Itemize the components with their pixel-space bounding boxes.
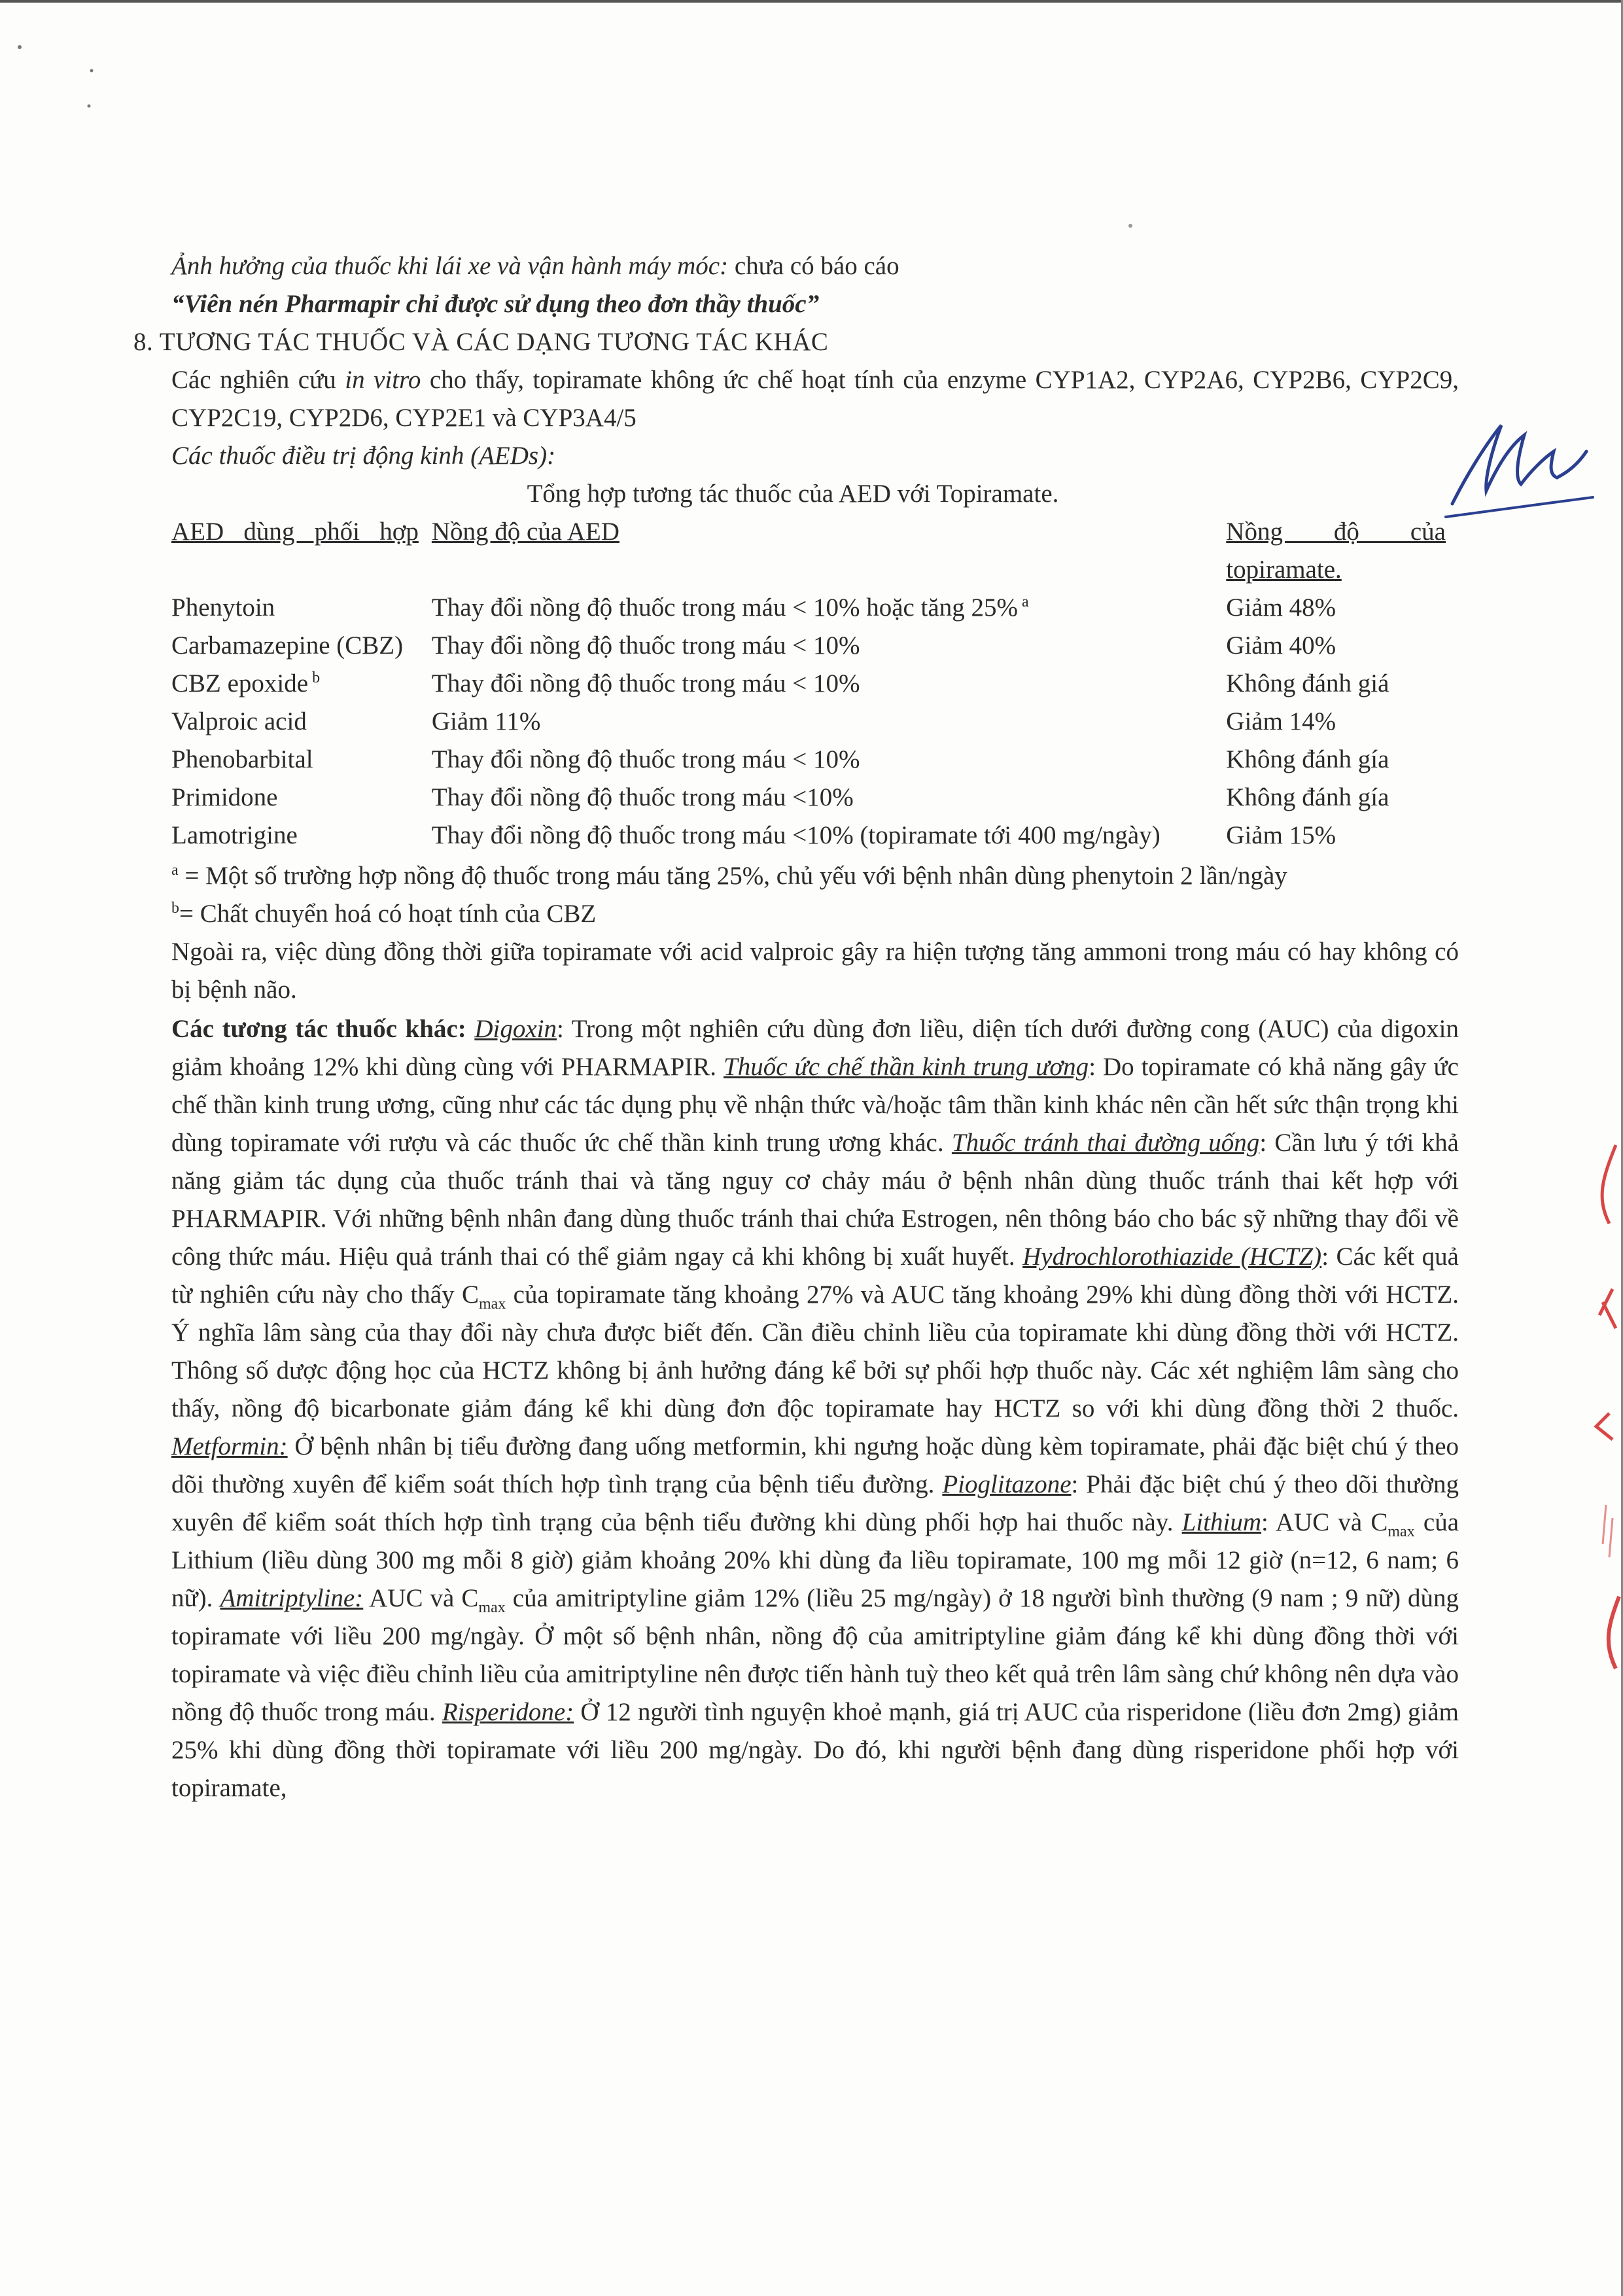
table-row	[171, 779, 1446, 817]
cell-aed-concentration	[432, 703, 1226, 741]
metformin-heading: Metformin:	[171, 1432, 288, 1460]
hctz-heading: Hydrochlorothiazide (HCTZ)	[1022, 1243, 1322, 1271]
table-caption: Tổng hợp tương tác thuốc của AED với Topiramate.	[527, 480, 1059, 508]
aed-name: CBZ epoxide	[171, 669, 309, 698]
invitro-emphasis: in vitro	[345, 366, 421, 394]
lithium-cmax-sub: max	[1387, 1523, 1415, 1540]
footnote-a-text: = Một số trường hợp nồng độ thuốc trong máu tăng 25%, chủ yếu với bệnh nhân dùng phenytoin 2 lần/ngày	[178, 862, 1287, 890]
conc-text: Thay đổi nồng độ thuốc trong máu < 10%	[431, 745, 860, 773]
stamp-mark	[1583, 1139, 1622, 1675]
table-row	[171, 817, 1446, 855]
prescription-note: “Viên nén Pharmapir chỉ được sử dụng theo đơn thầy thuốc”	[171, 290, 820, 318]
hctz-cmax-sub: max	[479, 1295, 506, 1313]
section-number: 8.	[133, 328, 154, 356]
aed-name: Carbamazepine (CBZ)	[171, 631, 404, 660]
signature-mark	[1439, 406, 1596, 523]
amitriptyline-text-b: của amitriptyline giảm 12% (liều 25 mg/ngày) ở 18 người bình thường (9 nam ; 9 nữ) dùng topiramate với liều 200 mg/ngày. Ở một số bệnh nhân, nồng độ của amitriptyline giảm đáng kể khi dùng đồng thời với topiramate và việc điều chỉnh liều của amitriptyline nên được tiến hành tuỳ theo kết quả trên lâm sàng chứ không nên dựa vào nồng độ thuốc trong máu.	[171, 1584, 1459, 1726]
amitriptyline-heading: Amitriptyline:	[220, 1584, 364, 1612]
cell-aed	[171, 779, 432, 817]
cell-topiramate: Không đánh gía	[1226, 745, 1389, 773]
pioglitazone-text: : Phải đặc biệt chú ý theo dõi thường xuyên để kiểm soát thích hợp tình trạng của bệnh tiểu đường khi dùng phối hợp hai thuốc này.	[171, 1470, 1459, 1536]
hctz-text-b: của topiramate tăng khoảng 27% và AUC tăng khoảng 29% khi dùng đồng thời với HCTZ. Ý nghĩa lâm sàng của thay đổi này chưa được biết đến. Cần điều chỉnh liều của topiramate khi dùng đồng thời với HCTZ. Thông số dược động học của HCTZ không bị ảnh hưởng đáng kể bởi sự phối hợp thuốc này. Các xét nghiệm lâm sàng cho thấy, nồng độ bicarbonate giảm đáng kể khi dùng đơn độc topiramate hay HCTZ so với khi dùng đồng thời 2 thuốc.	[171, 1280, 1459, 1422]
conc-text: Thay đổi nồng độ thuốc trong máu <10%	[431, 783, 854, 811]
driving-effect-label: Ảnh hưởng của thuốc khi lái xe và vận hành máy móc:	[171, 252, 729, 280]
footnote-b-marker: b	[171, 900, 179, 917]
cell-aed-concentration	[432, 817, 1226, 855]
conc-text: Thay đổi nồng độ thuốc trong máu < 10%	[431, 669, 860, 698]
cell-aed-concentration	[432, 589, 1226, 627]
table-row	[171, 703, 1446, 741]
conc-sup: a	[1017, 593, 1029, 610]
cell-topiramate: Giảm 48%	[1226, 593, 1336, 622]
driving-effect-line	[171, 247, 1459, 285]
hctz-text-a: : Các kết quả từ nghiên cứu này cho thấy C	[171, 1243, 1459, 1309]
cell-aed	[171, 627, 432, 665]
cell-aed-concentration	[432, 779, 1226, 817]
table-row	[171, 589, 1446, 627]
pioglitazone-heading: Pioglitazone	[942, 1470, 1072, 1498]
aed-name: Valproic acid	[171, 707, 307, 735]
lithium-heading: Lithium	[1181, 1508, 1262, 1536]
cns-text: : Do topiramate có khả năng gây ức chế thần kinh trung ương, cũng như các tác dụng phụ về nhận thức và/hoặc tâm thần kinh khác nên cần hết sức thận trọng khi dùng topiramate với rượu và các thuốc ức chế thần kinh trung ương khác.	[171, 1053, 1459, 1157]
footnote-a	[171, 857, 1459, 895]
table-row	[171, 741, 1446, 779]
invitro-text-b: cho thấy, topiramate không ức chế hoạt tính của enzyme CYP1A2, CYP2A6, CYP2B6, CYP2C9, CYP2C19, CYP2D6, CYP2E1 và CYP3A4/5	[171, 366, 1459, 432]
risperidone-text: Ở 12 người tình nguyện khoẻ mạnh, giá trị AUC của risperidone (liều đơn 2mg) giảm 25% khi dùng đồng thời topiramate với liều 200 mg/ngày. Do đó, khi người bệnh đang dùng risperidone phối hợp với topiramate,	[171, 1698, 1459, 1802]
aed-subheading: Các thuốc điều trị động kinh (AEDs):	[171, 442, 556, 470]
oral-contraceptive-heading: Thuốc tránh thai đường uống	[951, 1129, 1260, 1157]
invitro-text-a: Các nghiên cứu	[171, 366, 345, 394]
header-aed: AED dùng phối hợp	[171, 518, 419, 546]
cell-aed	[171, 817, 432, 855]
amitriptyline-cmax-sub: max	[478, 1598, 506, 1616]
aed-sup: b	[308, 669, 321, 686]
table-row	[171, 665, 1446, 703]
invitro-paragraph	[171, 361, 1459, 437]
aed-name: Phenobarbital	[171, 745, 313, 773]
lithium-text-a: : AUC và C	[1261, 1508, 1388, 1536]
section-title: TƯƠNG TÁC THUỐC VÀ CÁC DẠNG TƯƠNG TÁC KHÁC	[159, 328, 829, 356]
footnote-b	[171, 895, 1459, 933]
cell-aed	[171, 703, 432, 741]
lithium-text-b: của Lithium (liều dùng 300 mg mỗi 8 giờ) giảm khoảng 20% khi dùng đa liều topiramate, 100 mg mỗi 12 giờ (n=12, 6 nam; 6 nữ).	[171, 1508, 1459, 1612]
cell-topiramate: Giảm 40%	[1226, 631, 1336, 660]
oral-contraceptive-text: : Cần lưu ý tới khả năng giảm tác dụng của thuốc tránh thai và tăng nguy cơ chảy máu ở bệnh nhân dùng thuốc tránh thai kết hợp với PHARMAPIR. Với những bệnh nhân đang dùng thuốc tránh thai chứa Estrogen, nên thông báo cho bác sỹ những thay đổi về công thức máu. Hiệu quả tránh thai có thể giảm ngay cả khi không bị xuất huyết.	[171, 1129, 1459, 1271]
cell-aed	[171, 665, 432, 703]
ammonia-paragraph: Ngoài ra, việc dùng đồng thời giữa topiramate với acid valproic gây ra hiện tượng tăng ammoni trong máu có hay không có bị bệnh não.	[171, 938, 1459, 1004]
table-row	[171, 627, 1446, 665]
conc-text: Giảm 11%	[431, 707, 541, 735]
metformin-text: Ở bệnh nhân bị tiểu đường đang uống metformin, khi ngưng hoặc dùng kèm topiramate, phải đặc biệt chú ý theo dõi thường xuyên để kiểm soát thích hợp tình trạng của bệnh tiểu đường.	[171, 1432, 1459, 1498]
other-interactions-label: Các tương tác thuốc khác:	[171, 1015, 466, 1043]
conc-text: Thay đổi nồng độ thuốc trong máu < 10% hoặc tăng 25%	[431, 593, 1018, 622]
aed-name: Lamotrigine	[171, 821, 298, 849]
aed-name: Primidone	[171, 783, 278, 811]
cell-topiramate: Giảm 15%	[1226, 821, 1336, 849]
cell-topiramate: Không đánh gía	[1226, 783, 1389, 811]
header-topiramate-concentration: Nồng độ của topiramate.	[1226, 518, 1446, 584]
conc-text: Thay đổi nồng độ thuốc trong máu < 10%	[431, 631, 860, 660]
cell-aed-concentration	[432, 741, 1226, 779]
amitriptyline-text-a: AUC và C	[363, 1584, 479, 1612]
document-body	[133, 247, 1459, 1807]
scan-specks	[0, 0, 1623, 262]
cell-aed	[171, 741, 432, 779]
table-header-row	[171, 513, 1446, 589]
digoxin-heading: Digoxin	[474, 1015, 557, 1043]
footnote-a-marker: a	[171, 862, 179, 879]
cell-aed-concentration	[432, 627, 1226, 665]
conc-text: Thay đổi nồng độ thuốc trong máu <10% (topiramate tới 400 mg/ngày)	[431, 821, 1161, 849]
driving-effect-value: chưa có báo cáo	[728, 252, 899, 280]
digoxin-text: : Trong một nghiên cứu dùng đơn liều, diện tích dưới đường cong (AUC) của digoxin giảm khoảng 12% khi dùng cùng với PHARMAPIR.	[171, 1015, 1459, 1081]
cell-topiramate: Giảm 14%	[1226, 707, 1336, 735]
aed-name: Phenytoin	[171, 593, 275, 622]
cns-heading: Thuốc ức chế thần kinh trung ương	[724, 1053, 1089, 1081]
cell-aed-concentration	[432, 665, 1226, 703]
aed-interaction-table	[171, 513, 1446, 855]
cell-aed	[171, 589, 432, 627]
section-heading	[133, 323, 1459, 361]
header-aed-concentration: Nồng độ của AED	[431, 518, 620, 546]
cell-topiramate: Không đánh giá	[1226, 669, 1389, 698]
footnote-b-text: = Chất chuyển hoá có hoạt tính của CBZ	[179, 900, 597, 928]
other-interactions-paragraph	[171, 1010, 1459, 1807]
risperidone-heading: Risperidone:	[442, 1698, 574, 1726]
